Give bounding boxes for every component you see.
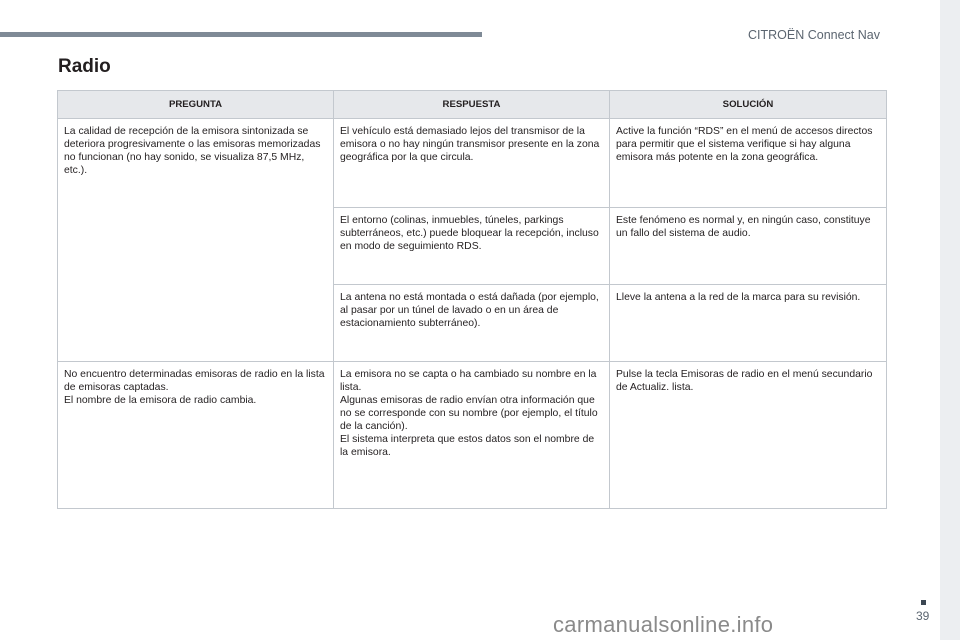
watermark-text: carmanualsonline.info xyxy=(553,612,774,637)
brand-title: CITROËN Connect Nav xyxy=(748,28,880,42)
respuesta-cell: La emisora no se capta o ha cambiado su nombre en la lista. Algunas emisoras de radio envían otra información que no se corresponde con su nombre (por ejemplo, el título de la canción). El sistema interpreta que estos datos son el nombre de la emisora. xyxy=(334,362,610,509)
column-header-solucion: SOLUCIÓN xyxy=(610,91,887,119)
table-row xyxy=(58,119,887,208)
solucion-cell: Active la función “RDS” en el menú de accesos directos para permitir que el sistema verifique si hay alguna emisora más potente en la zona geográfica. xyxy=(610,119,887,208)
page-marker-square xyxy=(921,600,926,605)
table-header-row xyxy=(58,91,887,119)
respuesta-cell: El vehículo está demasiado lejos del transmisor de la emisora o no hay ningún transmisor presente en la zona geográfica por la que circula. xyxy=(334,119,610,208)
header-accent-bar xyxy=(0,32,482,37)
faq-table xyxy=(57,90,887,509)
pregunta-cell: La calidad de recepción de la emisora sintonizada se deteriora progresivamente o las emisoras memorizadas no funcionan (no hay sonido, se visualiza 87,5 MHz, etc.). xyxy=(58,119,334,362)
respuesta-cell: El entorno (colinas, inmuebles, túneles, parkings subterráneos, etc.) puede bloquear la recepción, incluso en modo de seguimiento RDS. xyxy=(334,208,610,285)
solucion-cell: Pulse la tecla Emisoras de radio en el menú secundario de Actualiz. lista. xyxy=(610,362,887,509)
pregunta-cell: No encuentro determinadas emisoras de radio en la lista de emisoras captadas. El nombre de la emisora de radio cambia. xyxy=(58,362,334,509)
page-title: Radio xyxy=(58,56,111,77)
table-row xyxy=(58,362,887,509)
solucion-cell: Este fenómeno es normal y, en ningún caso, constituye un fallo del sistema de audio. xyxy=(610,208,887,285)
column-header-pregunta: PREGUNTA xyxy=(58,91,334,119)
side-margin-strip xyxy=(940,0,960,640)
respuesta-cell: La antena no está montada o está dañada (por ejemplo, al pasar por un túnel de lavado o en un área de estacionamiento subterráneo). xyxy=(334,285,610,362)
column-header-respuesta: RESPUESTA xyxy=(334,91,610,119)
page-number: 39 xyxy=(916,609,930,623)
solucion-cell: Lleve la antena a la red de la marca para su revisión. xyxy=(610,285,887,362)
